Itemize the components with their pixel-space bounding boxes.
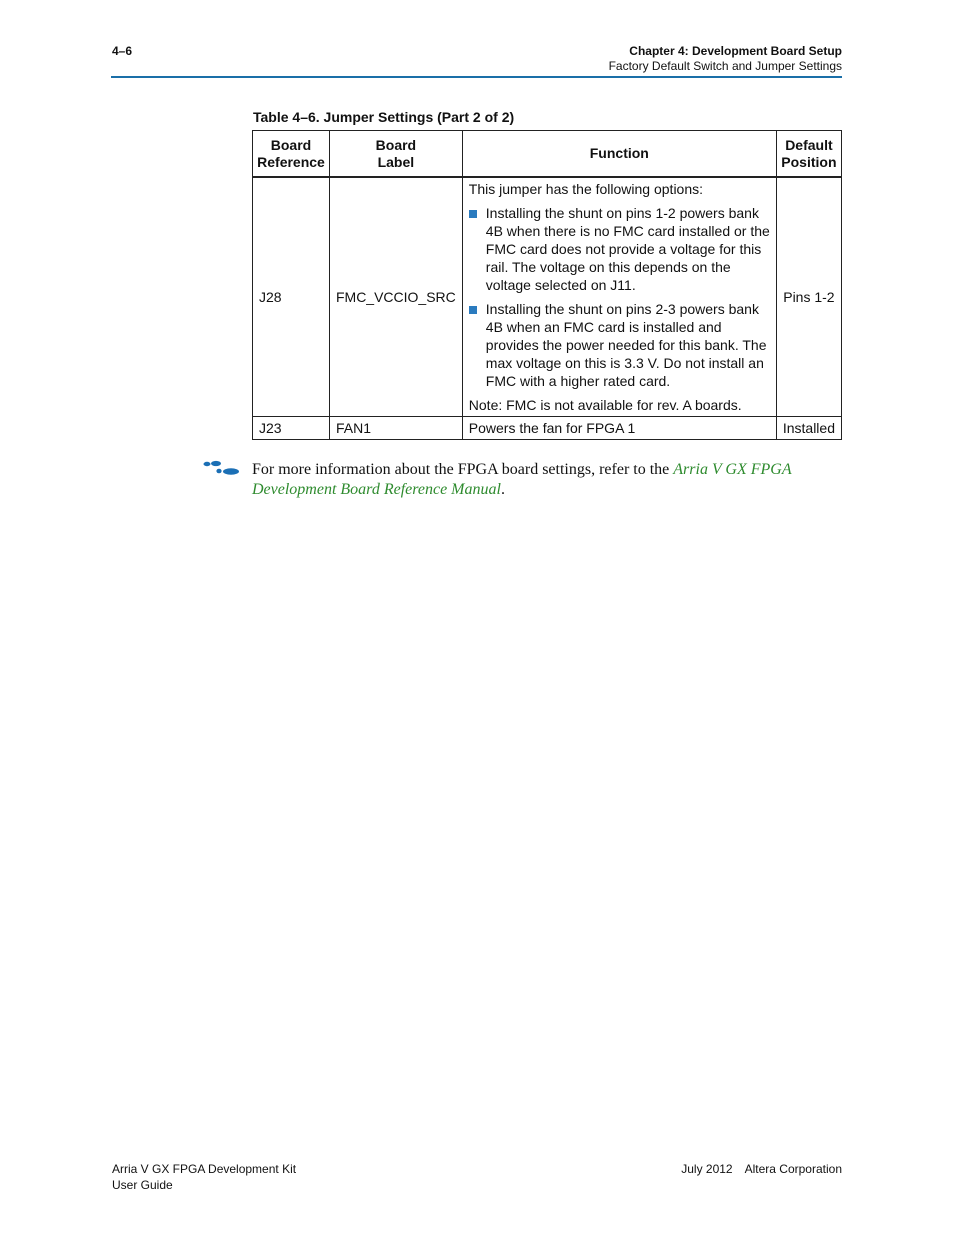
- column-header-board-label: Board Label: [329, 131, 462, 178]
- column-header-function: Function: [462, 131, 776, 178]
- jumper-settings-table: [252, 130, 842, 440]
- table-header-row: [253, 131, 842, 178]
- square-bullet-icon: [469, 210, 477, 218]
- cell-label: FAN1: [329, 416, 462, 439]
- function-options-list: [469, 204, 770, 390]
- running-header: [609, 44, 842, 74]
- option-text: Installing the shunt on pins 1-2 powers bank 4B when there is no FMC card installed or the FMC card does not provide a voltage for this rail. The voltage on this depends on the voltage selected on J11.: [485, 204, 770, 293]
- function-intro: This jumper has the following options:: [468, 180, 704, 197]
- chapter-title: Chapter 4: Development Board Setup: [629, 44, 842, 58]
- cell-reference: J23: [253, 416, 330, 439]
- column-header-default-position: Default Position: [776, 131, 841, 178]
- cell-default: Pins 1-2: [776, 177, 841, 416]
- list-item: [469, 204, 770, 294]
- doc-type: User Guide: [112, 1178, 173, 1192]
- table-row: [253, 177, 842, 416]
- table-caption: Table 4–6. Jumper Settings (Part 2 of 2): [253, 109, 515, 125]
- cell-label: FMC_VCCIO_SRC: [329, 177, 462, 416]
- publication-date: July 2012: [681, 1162, 733, 1176]
- footer-left: [112, 1161, 296, 1193]
- cell-default: Installed: [776, 416, 841, 439]
- note-text-before: For more information about the FPGA board settings, refer to the: [252, 461, 674, 478]
- company-name: Altera Corporation: [744, 1162, 842, 1176]
- footprints-icon: [202, 460, 240, 476]
- square-bullet-icon: [469, 306, 477, 314]
- doc-title: Arria V GX FPGA Development Kit: [112, 1162, 297, 1176]
- footer-right: [681, 1161, 842, 1177]
- note-text-after: .: [500, 481, 505, 498]
- section-title: Factory Default Switch and Jumper Settings: [608, 59, 842, 73]
- table-row: [253, 416, 842, 439]
- function-note: Note: FMC is not available for rev. A boards.: [468, 396, 742, 413]
- list-item: [469, 300, 770, 390]
- cell-reference: J28: [253, 177, 330, 416]
- column-header-board-reference: Board Reference: [253, 131, 330, 178]
- cell-function: [462, 177, 776, 416]
- cell-function: Powers the fan for FPGA 1: [462, 416, 776, 439]
- option-text: Installing the shunt on pins 2-3 powers bank 4B when an FMC card is installed and provides the power needed for this bank. The max voltage on this is 3.3 V. Do not install an FMC with a higher rated card.: [485, 300, 767, 389]
- header-rule: [111, 76, 842, 78]
- reference-manual-link[interactable]: Arria V GX FPGA Development Board Reference Manual: [252, 461, 792, 498]
- reference-note: [252, 460, 842, 500]
- page-number: 4–6: [112, 44, 133, 58]
